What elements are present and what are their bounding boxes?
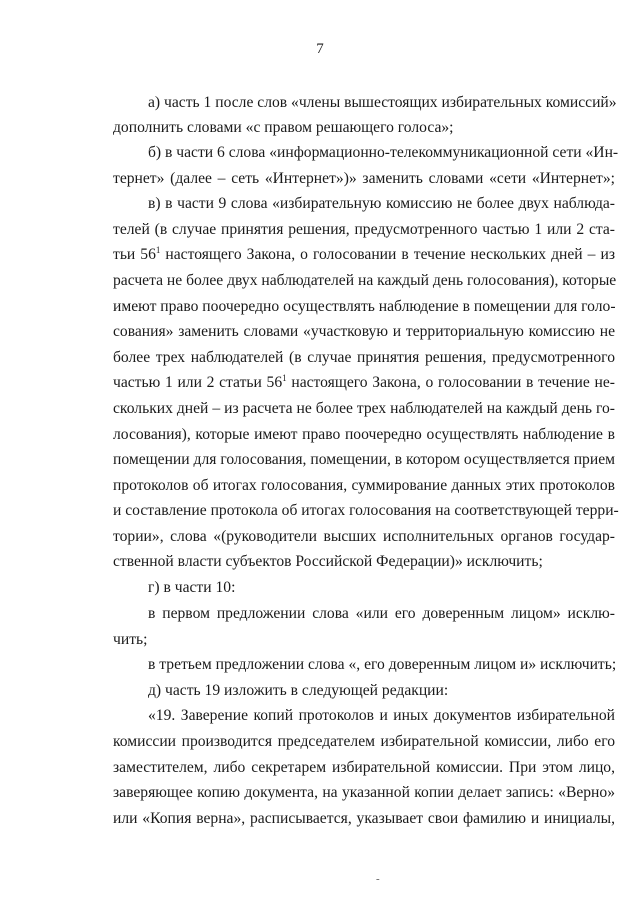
text-line: в третьем предложении слова «, его доверенным лицом и» исключить;: [148, 656, 617, 673]
text-line: тернет» (далее – сеть «Интернет»)» заменить словами «сети «Интернет»;: [113, 170, 615, 187]
line-part: частью 1 или 2 статьи 56: [113, 374, 283, 391]
line-part: настоящего Закона, о голосовании в течение не-: [286, 374, 615, 391]
text-line: помещении для голосования, помещении, в котором осуществляется прием: [113, 451, 615, 468]
text-line: расчета не более двух наблюдателей на каждый день голосования), которые: [113, 272, 617, 289]
line-part: настоящего Закона, о голосовании в течение нескольких дней – из: [160, 246, 615, 263]
text-line: заместителем, либо секретарем избирательной комиссии. При этом лицо,: [113, 759, 615, 776]
text-line: а) часть 1 после слов «члены вышестоящих избирательных комиссий»: [148, 94, 617, 111]
footer-mark: -: [376, 873, 380, 885]
text-line: в) в части 9 слова «избирательную комиссию не более двух наблюда-: [148, 195, 615, 212]
text-line: более трех наблюдателей (в случае принятия решения, предусмотренного: [113, 349, 615, 366]
text-line: сования» заменить словами «участковую и территориальную комиссию не: [113, 323, 615, 340]
text-line: имеют право поочередно осуществлять наблюдение в помещении для голо-: [113, 298, 616, 315]
text-line: в первом предложении слова «или его доверенным лицом» исклю-: [148, 605, 615, 622]
text-line: или «Копия верна», расписывается, указывает свои фамилию и инициалы,: [113, 810, 615, 827]
text-line: г) в части 10:: [148, 579, 236, 596]
text-line: «19. Заверение копий протоколов и иных документов избирательной: [148, 707, 615, 724]
text-line: комиссии производится председателем избирательной комиссии, либо его: [113, 733, 615, 750]
text-line: скольких дней – из расчета не более трех наблюдателей на каждый день го-: [113, 400, 615, 417]
text-line: д) часть 19 изложить в следующей редакции:: [148, 682, 449, 699]
text-line: [113, 246, 615, 264]
text-line: дополнить словами «с правом решающего голоса»;: [113, 119, 454, 136]
line-part: тьи 56: [113, 246, 156, 263]
superscript: 1: [282, 373, 287, 383]
text-line: б) в части 6 слова «информационно-телекоммуникационной сети «Ин-: [148, 144, 619, 161]
text-line: [113, 374, 615, 392]
text-line: ственной власти субъектов Российской Федерации)» исключить;: [113, 553, 543, 570]
text-line: и составление протокола об итогах голосования на соответствующей терри-: [113, 502, 619, 519]
text-line: заверяющее копию документа, на указанной копии делает запись: «Верно»: [113, 784, 615, 801]
text-line: телей (в случае принятия решения, предусмотренного частью 1 или 2 ста-: [113, 221, 615, 238]
text-line: лосования), которые имеют право поочередно осуществлять наблюдение в: [113, 426, 615, 443]
text-line: чить;: [113, 631, 148, 648]
text-line: протоколов об итогах голосования, суммирование данных этих протоколов: [113, 477, 615, 494]
superscript: 1: [155, 245, 161, 255]
page-number: 7: [316, 41, 324, 57]
text-line: тории», слова «(руководители высших исполнительных органов государ-: [113, 528, 615, 545]
